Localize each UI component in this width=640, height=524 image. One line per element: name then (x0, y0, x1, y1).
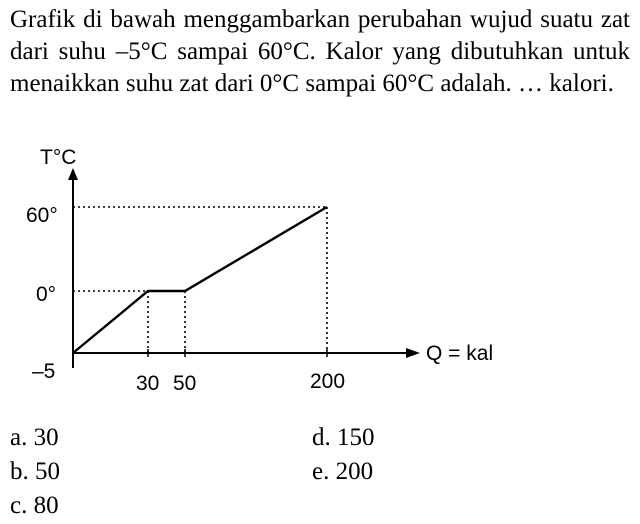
temperature-heat-graph (0, 135, 640, 400)
option-d[interactable]: d. 150 (312, 424, 375, 451)
y-tick-60: 60° (26, 204, 58, 227)
x-axis-arrow (406, 348, 420, 358)
option-e[interactable]: e. 200 (312, 458, 374, 485)
option-a[interactable]: a. 30 (10, 424, 59, 451)
option-b[interactable]: b. 50 (10, 458, 60, 485)
y-axis-label: T°C (40, 146, 77, 169)
x-tick-30: 30 (136, 372, 160, 395)
x-axis-label: Q = kal (426, 342, 494, 365)
y-tick-minus5: –5 (32, 360, 56, 383)
question-text: Grafik di bawah menggambarkan perubahan wujud suatu zat dari suhu –5°C sampai 60°C. Kalor yang dibutuhkan untuk menaikkan suhu zat dari 0°C sampai 60°C adalah. … kalori. (10, 6, 630, 97)
heating-curve (73, 207, 327, 353)
x-tick-50: 50 (173, 372, 197, 395)
y-axis-arrow (68, 168, 78, 180)
x-tick-200: 200 (310, 370, 346, 393)
option-c[interactable]: c. 80 (10, 492, 59, 519)
y-tick-0: 0° (36, 283, 57, 306)
